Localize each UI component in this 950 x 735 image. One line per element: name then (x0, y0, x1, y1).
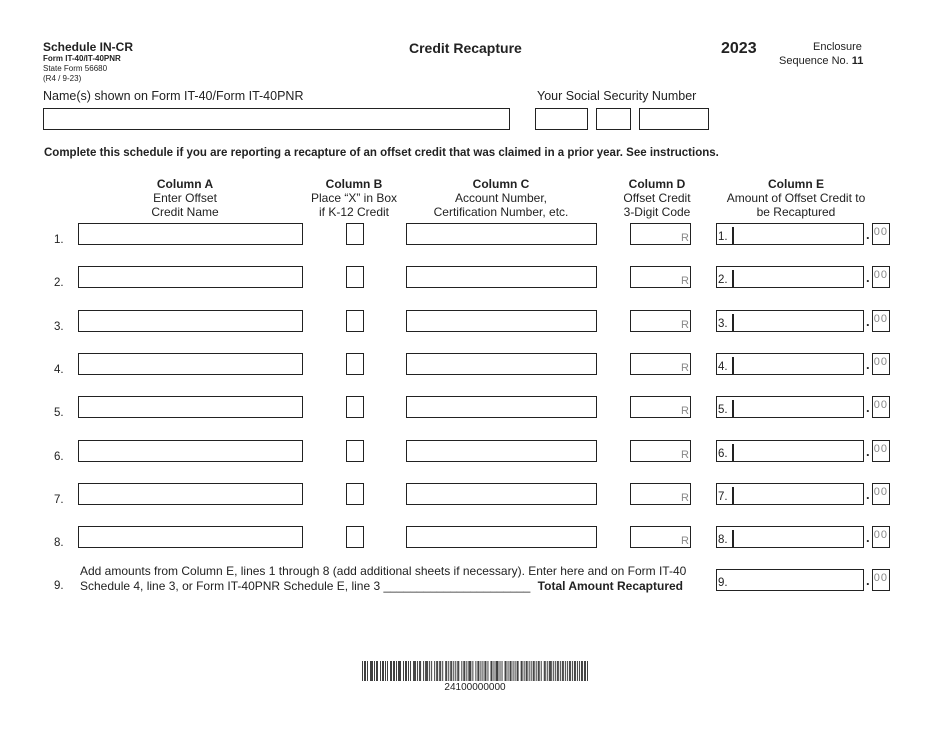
line-5-credit-name-input[interactable] (78, 396, 303, 418)
barcode-bar (572, 661, 573, 681)
barcode-bar (575, 661, 576, 681)
barcode-bar (529, 661, 530, 681)
name-label: Name(s) shown on Form IT-40/Form IT-40PNR (43, 89, 304, 103)
barcode-bar (372, 661, 373, 681)
barcode-bar (403, 661, 404, 681)
line-7-cents[interactable]: 00 (872, 483, 890, 505)
barcode-bar (544, 661, 545, 681)
state-form-number: State Form 56680 (43, 64, 108, 73)
ssn-part-2-input[interactable] (596, 108, 631, 130)
barcode-bar (531, 661, 532, 681)
barcode-bar (550, 661, 551, 681)
line-7-dollars-input[interactable] (716, 483, 864, 505)
barcode-bar (527, 661, 528, 681)
barcode-bar (517, 661, 518, 681)
barcode-bar (511, 661, 512, 681)
line-8-account-number-input[interactable] (406, 526, 597, 548)
line-5-cents[interactable]: 00 (872, 396, 890, 418)
barcode-bar (448, 661, 449, 681)
line-4-code-suffix: R (681, 362, 689, 374)
line-5-account-number-input[interactable] (406, 396, 597, 418)
revision: (R4 / 9-23) (43, 74, 82, 83)
barcode-bar (581, 661, 582, 681)
barcode-bar (410, 661, 411, 681)
barcode-bar (478, 661, 479, 681)
line-5-k12-checkbox[interactable] (346, 396, 364, 418)
barcode-bar (496, 661, 497, 681)
barcode-bar (408, 661, 409, 681)
barcode-bar (387, 661, 388, 681)
line-7-credit-name-input[interactable] (78, 483, 303, 505)
barcode-bar (551, 661, 552, 681)
line-6-credit-name-input[interactable] (78, 440, 303, 462)
line-5-dollars-input[interactable] (716, 396, 864, 418)
barcode-bar (380, 661, 381, 681)
schedule-title: Schedule IN-CR (43, 40, 134, 54)
barcode-bar (524, 661, 525, 681)
line-8-code-input[interactable] (630, 526, 691, 548)
line-2-k12-checkbox[interactable] (346, 266, 364, 288)
barcode-bar (439, 661, 440, 681)
line-2-credit-name-input[interactable] (78, 266, 303, 288)
barcode-bar (486, 661, 487, 681)
line-7-amount-label: 7. (718, 491, 728, 503)
barcode-bar (417, 661, 418, 681)
line-6-code-suffix: R (681, 449, 689, 461)
barcode-bar (570, 661, 571, 681)
line-3-code-input[interactable] (630, 310, 691, 332)
line-7-account-number-input[interactable] (406, 483, 597, 505)
barcode-bar (485, 661, 486, 681)
line-9-cents[interactable]: 00 (872, 569, 890, 591)
barcode-bar (391, 661, 392, 681)
barcode-bar (508, 661, 509, 681)
line-9-dollars-input[interactable] (716, 569, 864, 591)
enclosure-label: Enclosure (813, 41, 862, 53)
line-9-number: 9. (54, 580, 64, 592)
line-6-dollars-input[interactable] (716, 440, 864, 462)
line-6-code-input[interactable] (630, 440, 691, 462)
barcode-bar (398, 661, 399, 681)
line-4-k12-checkbox[interactable] (346, 353, 364, 375)
barcode-bar (497, 661, 498, 681)
line-3-k12-checkbox[interactable] (346, 310, 364, 332)
instructions: Complete this schedule if you are reporting a recapture of an offset credit that was claimed in a prior year. See instructions. (44, 147, 719, 159)
barcode-bar (547, 661, 548, 681)
barcode-bar (431, 661, 432, 681)
barcode-bar (553, 661, 554, 681)
line-4-dollars-input[interactable] (716, 353, 864, 375)
barcode-bar (515, 661, 516, 681)
barcode-bar (557, 661, 558, 681)
line-6-k12-checkbox[interactable] (346, 440, 364, 462)
barcode-bar (536, 661, 537, 681)
line-4-account-number-input[interactable] (406, 353, 597, 375)
barcode-bar (513, 661, 514, 681)
barcode-bar (539, 661, 540, 681)
barcode-bar (541, 661, 542, 681)
barcode-bar (563, 661, 564, 681)
line-5-code-input[interactable] (630, 396, 691, 418)
barcode-bar (565, 661, 566, 681)
line-7-k12-checkbox[interactable] (346, 483, 364, 505)
line-3-cents[interactable]: 00 (872, 310, 890, 332)
line-9-blank: ______________________ (383, 579, 531, 593)
barcode-bar (442, 661, 443, 681)
barcode-bar (584, 661, 585, 681)
barcode (362, 661, 588, 681)
barcode-bar (582, 661, 583, 681)
barcode-bar (393, 661, 394, 681)
barcode-bar (461, 661, 462, 681)
barcode-bar (464, 661, 465, 681)
barcode-bar (488, 661, 489, 681)
barcode-bar (510, 661, 511, 681)
barcode-bar (574, 661, 575, 681)
barcode-bar (567, 661, 568, 681)
barcode-bar (451, 661, 452, 681)
barcode-bar (453, 661, 454, 681)
barcode-bar (371, 661, 372, 681)
name-input[interactable] (43, 108, 510, 130)
barcode-bar (585, 661, 586, 681)
barcode-bar (377, 661, 378, 681)
barcode-bar (549, 661, 550, 681)
line-8-k12-checkbox[interactable] (346, 526, 364, 548)
barcode-number: 24100000000 (444, 682, 506, 693)
barcode-bar (382, 661, 383, 681)
barcode-bar (437, 661, 438, 681)
line-2-amount-label: 2. (718, 274, 728, 286)
barcode-bar (472, 661, 473, 681)
line-8-credit-name-input[interactable] (78, 526, 303, 548)
line-2-code-input[interactable] (630, 266, 691, 288)
barcode-bar (533, 661, 534, 681)
page-title: Credit Recapture (409, 40, 522, 56)
line-3-account-number-input[interactable] (406, 310, 597, 332)
barcode-bar (518, 661, 519, 681)
barcode-bar (423, 661, 424, 681)
line-5-code-suffix: R (681, 405, 689, 417)
barcode-bar (457, 661, 458, 681)
barcode-bar (498, 661, 499, 681)
barcode-bar (370, 661, 371, 681)
barcode-bar (579, 661, 580, 681)
tax-year: 2023 (721, 40, 757, 57)
line-1-amount-label: 1. (718, 231, 728, 243)
line-6-cents[interactable]: 00 (872, 440, 890, 462)
barcode-bar (569, 661, 570, 681)
line-1-account-number-input[interactable] (406, 223, 597, 245)
barcode-bar (505, 661, 506, 681)
line-1-number: 1. (54, 234, 64, 246)
ssn-part-1-input[interactable] (535, 108, 588, 130)
barcode-bar (440, 661, 441, 681)
line-5-number: 5. (54, 407, 64, 419)
barcode-bar (367, 661, 368, 681)
barcode-bar (385, 661, 386, 681)
barcode-bar (394, 661, 395, 681)
barcode-bar (376, 661, 377, 681)
line-9-text: Add amounts from Column E, lines 1 through 8 (add additional sheets if necessary). Enter here and on Form IT-40 Schedule 4, line 3, or Form IT-40PNR Schedule E, line 3 ______________________ Total Amount Recaptured (80, 564, 687, 593)
barcode-bar (506, 661, 507, 681)
barcode-bar (492, 661, 493, 681)
line-8-amount-label: 8. (718, 534, 728, 546)
line-2-cents[interactable]: 00 (872, 266, 890, 288)
barcode-bar (414, 661, 415, 681)
barcode-bar (481, 661, 482, 681)
barcode-bar (500, 661, 501, 681)
barcode-bar (419, 661, 420, 681)
barcode-bar (434, 661, 435, 681)
barcode-bar (450, 661, 451, 681)
barcode-bar (364, 661, 365, 681)
ssn-part-3-input[interactable] (639, 108, 709, 130)
column-c-header: Column C Account Number, Certification Number, etc. (433, 177, 569, 219)
barcode-bar (362, 661, 363, 681)
barcode-bar (445, 661, 446, 681)
line-4-code-input[interactable] (630, 353, 691, 375)
sequence-value: 11 (851, 55, 864, 67)
barcode-bar (476, 661, 477, 681)
total-amount-label: Total Amount Recaptured (537, 579, 684, 593)
line-3-dollars-input[interactable] (716, 310, 864, 332)
barcode-bar (429, 661, 430, 681)
line-1-code-suffix: R (681, 232, 689, 244)
barcode-bar (534, 661, 535, 681)
line-3-number: 3. (54, 321, 64, 333)
barcode-bar (470, 661, 471, 681)
barcode-bar (545, 661, 546, 681)
line-2-number: 2. (54, 277, 64, 289)
barcode-bar (420, 661, 421, 681)
barcode-bar (400, 661, 401, 681)
barcode-bar (502, 661, 503, 681)
line-1-code-input[interactable] (630, 223, 691, 245)
barcode-bar (426, 661, 427, 681)
barcode-bar (365, 661, 366, 681)
ssn-label: Your Social Security Number (537, 89, 697, 103)
barcode-bar (558, 661, 559, 681)
line-2-dollars-input[interactable] (716, 266, 864, 288)
barcode-bar (383, 661, 384, 681)
line-1-credit-name-input[interactable] (78, 223, 303, 245)
line-4-number: 4. (54, 364, 64, 376)
barcode-bar (479, 661, 480, 681)
line-7-number: 7. (54, 494, 64, 506)
barcode-bar (521, 661, 522, 681)
barcode-bar (374, 661, 375, 681)
barcode-bar (587, 661, 588, 681)
line-3-credit-name-input[interactable] (78, 310, 303, 332)
line-6-account-number-input[interactable] (406, 440, 597, 462)
line-1-k12-checkbox[interactable] (346, 223, 364, 245)
line-4-amount-label: 4. (718, 361, 728, 373)
barcode-bar (555, 661, 556, 681)
line-1-cents[interactable]: 00 (872, 223, 890, 245)
line-3-code-suffix: R (681, 319, 689, 331)
barcode-bar (483, 661, 484, 681)
barcode-bar (538, 661, 539, 681)
line-8-number: 8. (54, 537, 64, 549)
line-9-label: 9. (718, 577, 728, 589)
barcode-bar (577, 661, 578, 681)
barcode-bar (413, 661, 414, 681)
line-8-cents[interactable]: 00 (872, 526, 890, 548)
barcode-bar (469, 661, 470, 681)
barcode-bar (491, 661, 492, 681)
line-4-credit-name-input[interactable] (78, 353, 303, 375)
sequence-number (779, 55, 863, 67)
barcode-bar (458, 661, 459, 681)
barcode-bar (405, 661, 406, 681)
line-8-code-suffix: R (681, 535, 689, 547)
line-7-code-suffix: R (681, 492, 689, 504)
barcode-bar (463, 661, 464, 681)
barcode-bar (560, 661, 561, 681)
barcode-bar (494, 661, 495, 681)
line-5-amount-label: 5. (718, 404, 728, 416)
barcode-bar (446, 661, 447, 681)
barcode-bar (526, 661, 527, 681)
line-6-number: 6. (54, 451, 64, 463)
column-e-header: Column E Amount of Offset Credit to be Recaptured (726, 177, 866, 219)
barcode-bar (468, 661, 469, 681)
column-b-header: Column B Place “X” in Box if K-12 Credit (310, 177, 398, 219)
line-8-dollars-input[interactable] (716, 526, 864, 548)
barcode-bar (396, 661, 397, 681)
line-6-amount-label: 6. (718, 448, 728, 460)
line-1-dollars-input[interactable] (716, 223, 864, 245)
sequence-label: Sequence No. (779, 55, 849, 67)
line-4-cents[interactable]: 00 (872, 353, 890, 375)
barcode-bar (455, 661, 456, 681)
barcode-bar (562, 661, 563, 681)
line-7-code-input[interactable] (630, 483, 691, 505)
form-number: Form IT-40/IT-40PNR (43, 54, 121, 63)
barcode-bar (399, 661, 400, 681)
barcode-bar (390, 661, 391, 681)
line-2-code-suffix: R (681, 275, 689, 287)
barcode-bar (466, 661, 467, 681)
barcode-bar (522, 661, 523, 681)
column-a-header: Column A Enter Offset Credit Name (151, 177, 219, 219)
line-3-amount-label: 3. (718, 318, 728, 330)
barcode-bar (406, 661, 407, 681)
barcode-bar (425, 661, 426, 681)
line-2-account-number-input[interactable] (406, 266, 597, 288)
barcode-bar (415, 661, 416, 681)
barcode-bar (427, 661, 428, 681)
barcode-bar (436, 661, 437, 681)
column-d-header: Column D Offset Credit 3-Digit Code (623, 177, 691, 219)
